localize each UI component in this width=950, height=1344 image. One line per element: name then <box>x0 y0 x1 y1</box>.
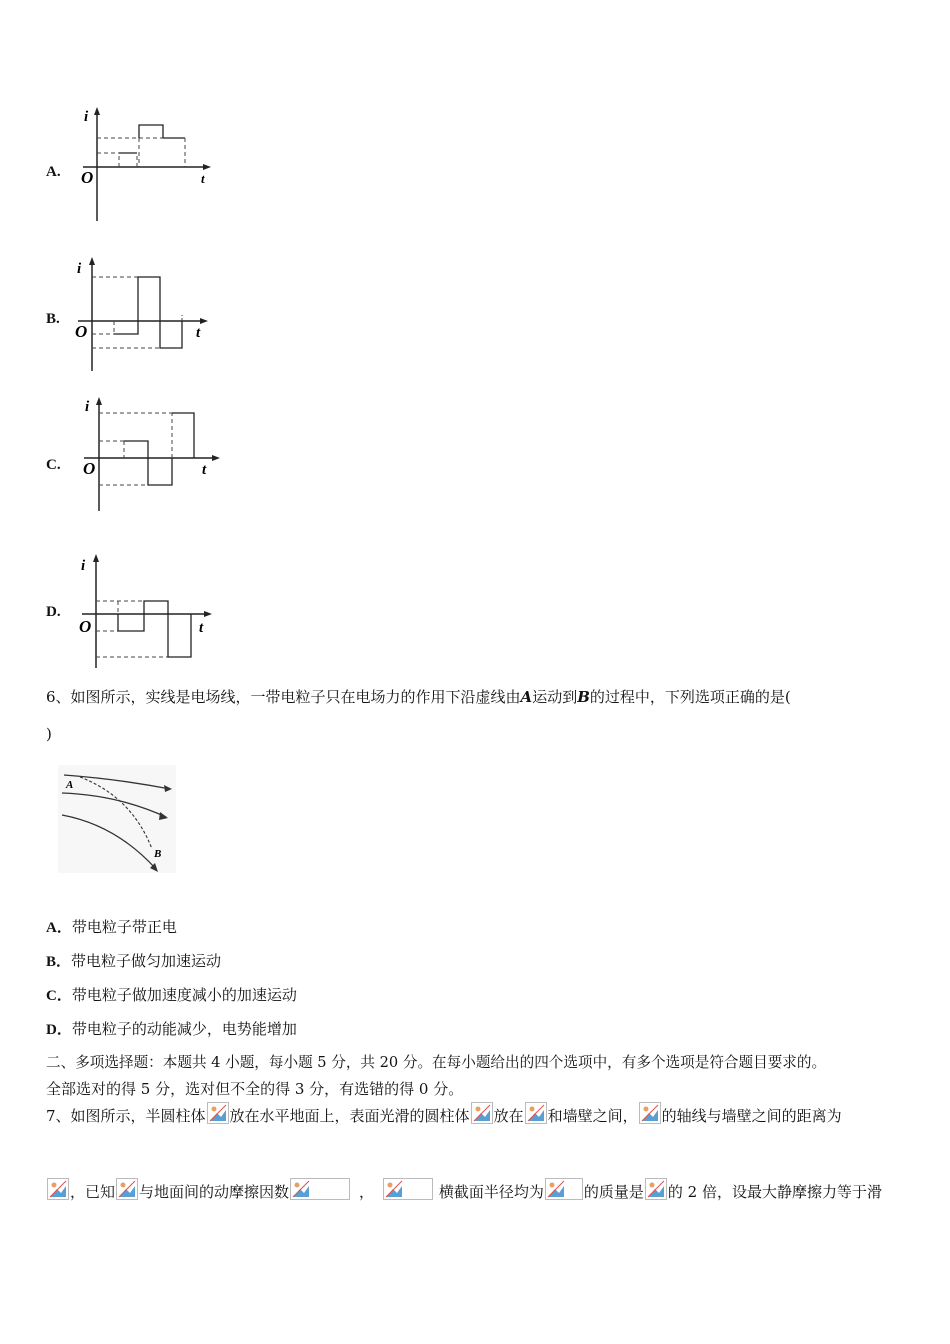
axis-i-label: i <box>77 261 82 277</box>
electric-field-figure <box>58 765 176 873</box>
axis-i-label: i <box>84 109 89 125</box>
broken-image-icon <box>116 1178 138 1200</box>
axis-i-label: i <box>85 399 90 415</box>
broken-image-icon <box>639 1102 661 1124</box>
broken-image-icon <box>207 1102 229 1124</box>
option-a-label: A. <box>46 164 61 180</box>
q7-line1: 7、如图所示，半圆柱体 放在水平地面上，表面光滑的圆柱体 放在 和墙壁之间， 的轴线与墙壁之间的距离为 <box>46 1101 842 1131</box>
graph-a <box>75 105 215 225</box>
axis-t-label: t <box>201 171 205 186</box>
q6-option-a: A．带电粒子带正电 <box>46 918 177 936</box>
graph-d <box>76 552 221 672</box>
origin-label: O <box>83 459 96 478</box>
point-b-label: B <box>154 848 162 860</box>
broken-image-icon <box>471 1102 493 1124</box>
section2-line1: 二、多项选择题：本题共 4 小题，每小题 5 分，共 20 分。在每小题给出的四个选项中，有多个选项是符合题目要求的。 <box>46 1054 827 1071</box>
broken-image-icon <box>545 1178 583 1200</box>
point-a-label: A <box>66 779 74 791</box>
option-c-label: C. <box>46 457 61 473</box>
section2-line2: 全部选对的得 5 分，选对但不全的得 3 分，有选错的得 0 分。 <box>46 1080 464 1098</box>
origin-label: O <box>75 322 88 341</box>
axis-t-label: t <box>196 325 201 341</box>
broken-image-icon <box>525 1102 547 1124</box>
broken-image-icon <box>290 1178 350 1200</box>
q6-close-paren: ) <box>46 725 52 743</box>
graph-b <box>72 255 212 375</box>
axis-i-label: i <box>81 558 86 574</box>
graph-c <box>80 395 225 515</box>
option-d-label: D. <box>46 604 61 620</box>
axis-t-label: t <box>202 462 207 478</box>
broken-image-icon <box>47 1178 69 1200</box>
broken-image-icon <box>645 1178 667 1200</box>
q6-option-b: B．带电粒子做匀加速运动 <box>46 952 222 970</box>
q6-option-d: D．带电粒子的动能减少，电势能增加 <box>46 1020 297 1038</box>
option-b-label: B. <box>46 311 60 327</box>
origin-label: O <box>79 617 92 636</box>
axis-t-label: t <box>199 620 204 636</box>
q7-line2: ，已知 与地面间的动摩擦因数 ， 横截面半径均为 的质量是 的 2 倍，设最大静摩擦力等于滑 <box>46 1177 882 1207</box>
origin-label: O <box>81 168 94 187</box>
broken-image-icon <box>383 1178 433 1200</box>
q6-stem: 6、如图所示，实线是电场线，一带电粒子只在电场力的作用下沿虚线由A运动到B的过程中，下列选项正确的是( <box>46 688 791 706</box>
q6-option-c: C．带电粒子做加速度减小的加速运动 <box>46 986 297 1004</box>
